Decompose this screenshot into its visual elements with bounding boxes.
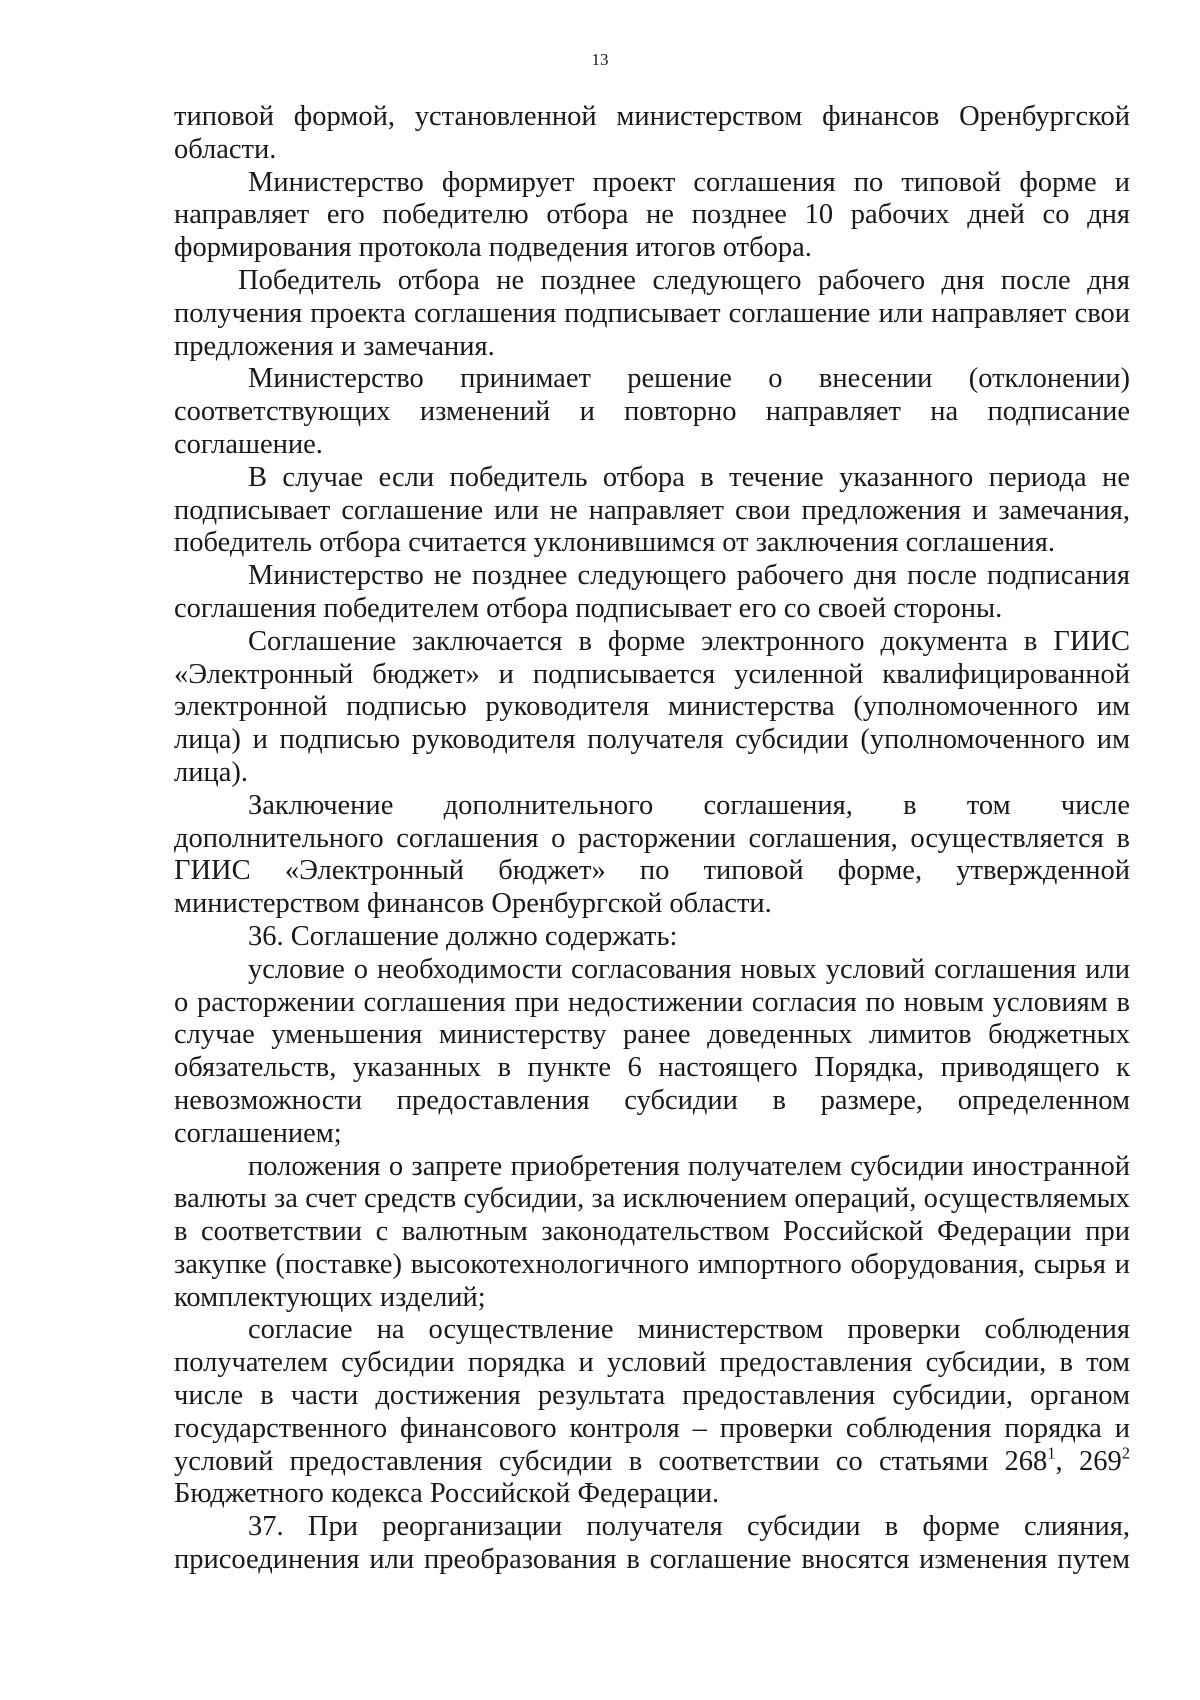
paragraph-additional-agreement: Заключение дополнительного соглашения, в том числе дополнительного соглашения о расторжении соглашения, осуществляется в ГИИС «Электронный бюджет» по типовой форме, утвержденной министерством финансов Оренбургской области.	[174, 789, 1130, 920]
clause-36-heading: 36. Соглашение должно содержать:	[248, 920, 678, 952]
paragraph-electronic-form: Соглашение заключается в форме электронного документа в ГИИС «Электронный бюджет» и подписывается усиленной квалифицированной электронной подписью руководителя министерства (уполномоченного им лица) и подписью руководителя получателя субсидии (уполномоченного им лица).	[174, 625, 1130, 788]
page-number: 13	[591, 50, 609, 69]
paragraph-ministry-signs: Министерство не позднее следующего рабочего дня после подписания соглашения победителем отбора подписывает его со своей стороны.	[174, 560, 1130, 624]
paragraph-currency-ban: положения о запрете приобретения получателем субсидии иностранной валюты за счет средств субсидии, за исключением операций, осуществляемых в соответствии с валютным законодательством Российской Федерации при закупке (поставке) высокотехнологичного импортного оборудования, сырья и комплектующих изделий;	[174, 1150, 1130, 1313]
paragraph-winner-signs: Победитель отбора не позднее следующего рабочего дня после дня получения проекта соглашения подписывает соглашение или направляет свои предложения и замечания.	[174, 264, 1130, 362]
paragraph-audit-consent	[174, 1314, 1130, 1511]
superscript-2: 2	[1121, 1443, 1130, 1463]
paragraph-continuation: типовой формой, установленной министерством финансов Оренбургской области.	[174, 101, 1130, 165]
superscript-1: 1	[1047, 1443, 1056, 1463]
paragraph-new-conditions: условие о необходимости согласования новых условий соглашения или о расторжении соглашения при недостижении согласия по новым условиям в случае уменьшения министерству ранее доведенных лимитов бюджетных обязательств, указанных в пункте 6 настоящего Порядка, приводящего к невозможности предоставления субсидии в размере, определенном соглашением;	[174, 953, 1130, 1149]
paragraph-ministry-decision: Министерство принимает решение о внесении (отклонении) соответствующих изменений и повторно направляет на подписание соглашение.	[174, 363, 1130, 460]
document-body	[174, 101, 1130, 1577]
audit-text-before: согласие на осуществление министерством проверки соблюдения получателем субсидии порядка и условий предоставления субсидии, в том числе в части достижения результата предоставления субсидии, органом государственного финансового контроля – проверки соблюдения порядка и условий предоставления субсидии в соответствии со статьями 268	[174, 1314, 1130, 1477]
audit-text-mid: , 269	[1055, 1445, 1122, 1477]
clause-37: 37. При реорганизации получателя субсидии в форме слияния, присоединения или преобразования в соглашение вносятся изменения путем	[174, 1511, 1130, 1576]
audit-text-after: Бюджетного кодекса Российской Федерации.	[174, 1478, 720, 1510]
paragraph-evasion: В случае если победитель отбора в течение указанного периода не подписывает соглашение или не направляет свои предложения и замечания, победитель отбора считается уклонившимся от заключения соглашения.	[174, 461, 1130, 559]
paragraph-draft-agreement: Министерство формирует проект соглашения по типовой форме и направляет его победителю отбора не позднее 10 рабочих дней со дня формирования протокола подведения итогов отбора.	[174, 166, 1130, 264]
